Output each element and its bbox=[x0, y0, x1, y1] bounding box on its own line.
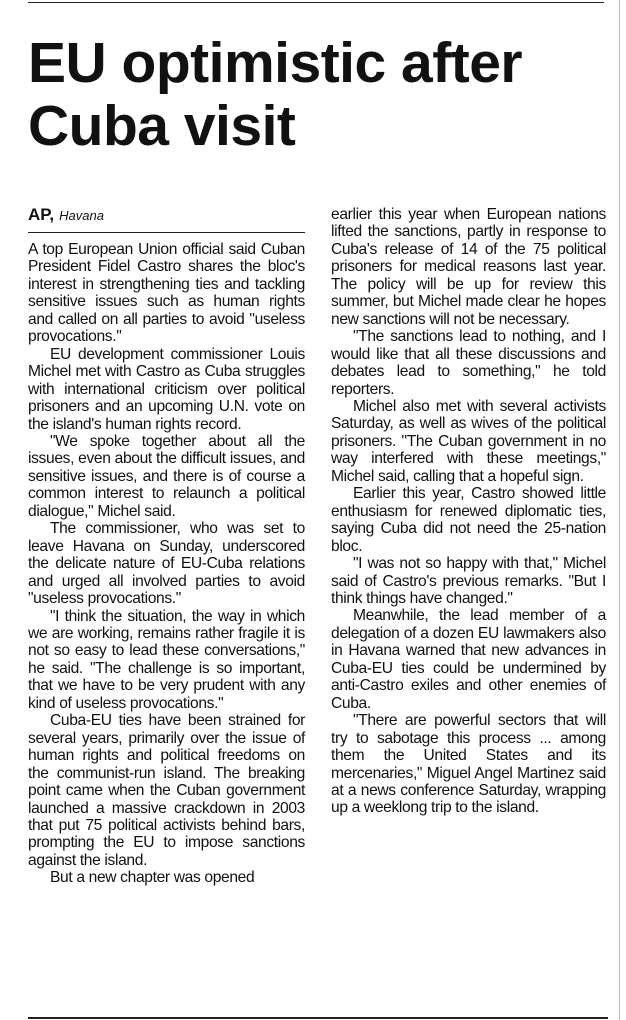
article-paragraph: "The sanctions lead to nothing, and I would like that all these discussions and debates lead to something," he told reporters. bbox=[331, 328, 606, 398]
article-paragraph-continued: earlier this year when European nations lifted the sanctions, partly in response to Cuba's release of 14 of the 75 political prisoners for medical reasons last year. The policy will be up for review this summer, but Michel made clear he hopes new sanctions will not be necessary. bbox=[331, 206, 606, 328]
article-paragraph: EU development commissioner Louis Michel met with Castro as Cuba struggles with international criticism over political prisoners and an upcoming U.N. vote on the island's human rights record. bbox=[28, 345, 305, 433]
byline-dateline-city: Havana bbox=[59, 208, 104, 223]
article-paragraph: But a new chapter was opened bbox=[50, 869, 255, 887]
bottom-rule bbox=[28, 1017, 608, 1019]
article-paragraph: The commissioner, who was set to leave Havana on Sunday, underscored the delicate nature of EU-Cuba relations and urged all involved parties to avoid "useless provocations." bbox=[28, 520, 305, 608]
top-rule bbox=[28, 2, 604, 3]
article-paragraph: "We spoke together about all the issues, even about the difficult issues, and sensitive issues, and there is of course a common interest to relaunch a political dialogue," Michel said. bbox=[28, 432, 305, 520]
article-paragraph: Cuba-EU ties have been strained for several years, primarily over the issue of human rights and political freedoms on the communist-run island. The breaking point came when the Cuban government launched a massive crackdown in 2003 that put 75 political activists behind bars, prompting the EU to impose sanctions against the island. bbox=[28, 712, 305, 869]
article-paragraph: "I was not so happy with that," Michel said of Castro's previous remarks. "But I think things have changed." bbox=[331, 555, 606, 607]
article-headline: EU optimistic after Cuba visit bbox=[28, 31, 523, 158]
byline-agency: AP, bbox=[28, 205, 55, 224]
article-paragraph: Earlier this year, Castro showed little enthusiasm for renewed diplomatic ties, saying Cuba did not need the 25-nation bloc. bbox=[331, 485, 606, 555]
article-column-left bbox=[28, 206, 305, 887]
byline bbox=[28, 206, 305, 233]
article-column-right bbox=[331, 206, 606, 817]
article-paragraph: Meanwhile, the lead member of a delegation of a dozen EU lawmakers also in Havana warned that new advances in Cuba-EU ties could be undermined by anti-Castro exiles and other enemies of Cuba. bbox=[331, 607, 606, 712]
article-paragraph: Michel also met with several activists Saturday, as well as wives of the political prisoners. "The Cuban government in no way interfered with these meetings," Michel said, calling that a hopeful sign. bbox=[331, 397, 606, 485]
article-paragraph: "There are powerful sectors that will try to sabotage this process ... among them the United States and its mercenaries," Miguel Angel Martinez said at a news conference Saturday, wrapping up a weeklong trip to the island. bbox=[331, 712, 606, 817]
article-paragraph: A top European Union official said Cuban President Fidel Castro shares the bloc's interest in strengthening ties and tackling sensitive issues such as human rights and called on all parties to avoid "useless provocations." bbox=[28, 241, 305, 346]
right-edge-rule bbox=[619, 0, 620, 1020]
article-paragraph: "I think the situation, the way in which we are working, remains rather fragile it is not so easy to lead these conversations," he said. "The challenge is so important, that we have to be very prudent with any kind of useless provocations." bbox=[28, 607, 305, 712]
